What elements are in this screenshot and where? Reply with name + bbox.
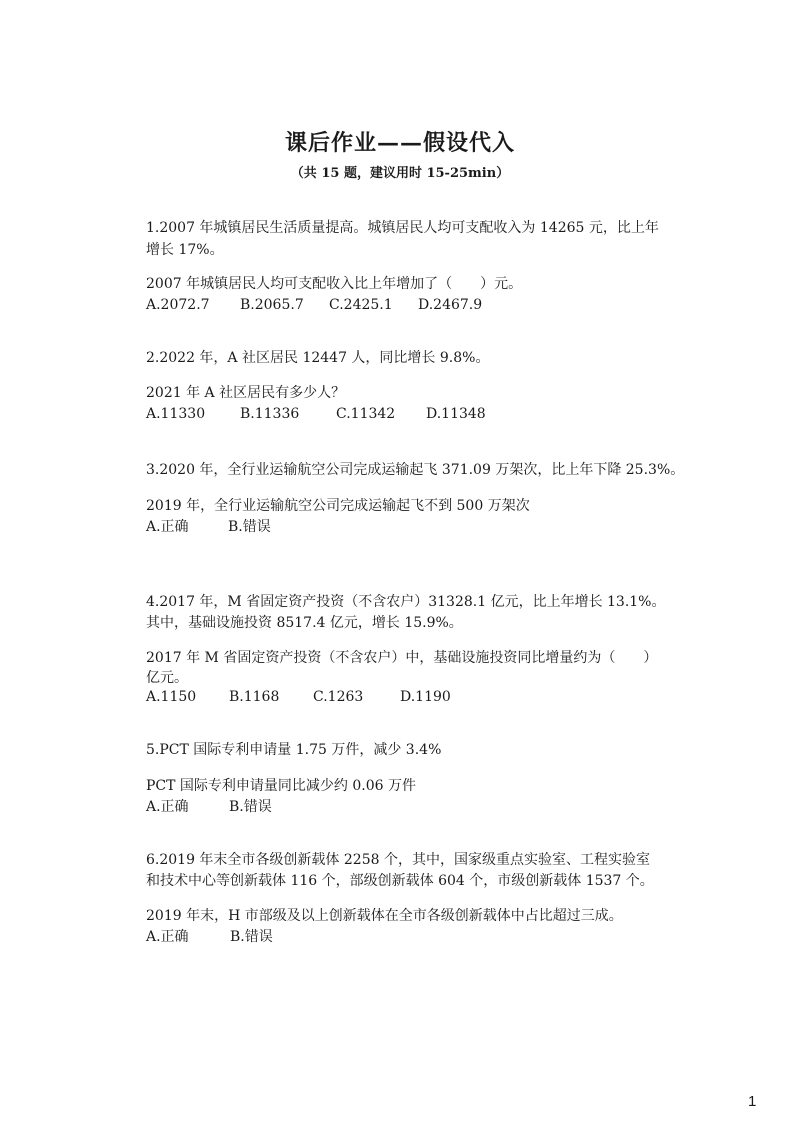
q2-question: 2021 年 A 社区居民有多少人？	[146, 385, 346, 401]
q4-option-d: D.1190	[400, 689, 451, 705]
q3-question: 2019 年，全行业运输航空公司完成运输起飞不到 500 万架次	[146, 498, 530, 514]
q4-question-line-1: 2017 年 M 省固定资产投资（不含农户）中，基础设施投资同比增量约为（ ）	[146, 650, 658, 666]
q2-option-c: C.11342	[336, 406, 396, 422]
q6-stem-line-2: 和技术中心等创新载体 116 个，部级创新载体 604 个，市级创新载体 1537 个。	[146, 873, 654, 889]
q1-stem-line-1: 1.2007 年城镇居民生活质量提高。城镇居民人均可支配收入为 14265 元，比上年	[146, 220, 659, 236]
q4-option-c: C.1263	[313, 689, 364, 705]
q5-option-a: A.正确	[146, 799, 189, 815]
q6-stem-line-1: 6.2019 年末全市各级创新载体 2258 个，其中，国家级重点实验室、工程实验室	[146, 852, 650, 868]
q4-option-b: B.1168	[229, 689, 280, 705]
q3-stem: 3.2020 年，全行业运输航空公司完成运输起飞 371.09 万架次，比上年下降 25.3%。	[146, 462, 685, 478]
q2-option-d: D.11348	[426, 406, 486, 422]
q2-option-a: A.11330	[146, 406, 206, 422]
q1-option-d: D.2467.9	[418, 297, 483, 313]
q5-stem: 5.PCT 国际专利申请量 1.75 万件，减少 3.4%	[146, 742, 442, 758]
q1-option-b: B.2065.7	[240, 297, 304, 313]
q5-question: PCT 国际专利申请量同比减少约 0.06 万件	[146, 778, 416, 794]
q4-question-line-2: 亿元。	[146, 670, 188, 686]
q6-option-b: B.错误	[230, 929, 273, 945]
q2-option-b: B.11336	[240, 406, 300, 422]
q4-option-a: A.1150	[146, 689, 197, 705]
q1-option-a: A.2072.7	[146, 297, 210, 313]
q3-option-a: A.正确	[146, 519, 189, 535]
q6-option-a: A.正确	[146, 929, 189, 945]
q5-option-b: B.错误	[229, 799, 272, 815]
q1-stem-line-2: 增长 17%。	[146, 242, 224, 258]
q1-question: 2007 年城镇居民人均可支配收入比上年增加了（ ）元。	[146, 276, 523, 292]
q3-option-b: B.错误	[228, 519, 271, 535]
page-title: 课后作业——假设代入	[284, 130, 515, 156]
q1-option-c: C.2425.1	[329, 297, 393, 313]
page-subtitle: （共 15 题，建议用时 15-25min）	[290, 166, 510, 181]
page-number: 1	[748, 1093, 757, 1110]
q4-stem-line-2: 其中，基础设施投资 8517.4 亿元，增长 15.9%。	[146, 615, 463, 631]
q6-question: 2019 年末，H 市部级及以上创新载体在全市各级创新载体中占比超过三成。	[146, 908, 623, 924]
q2-stem: 2.2022 年，A 社区居民 12447 人，同比增长 9.8%。	[146, 350, 490, 366]
q4-stem-line-1: 4.2017 年，M 省固定资产投资（不含农户）31328.1 亿元，比上年增长 13.1%。	[146, 594, 666, 610]
